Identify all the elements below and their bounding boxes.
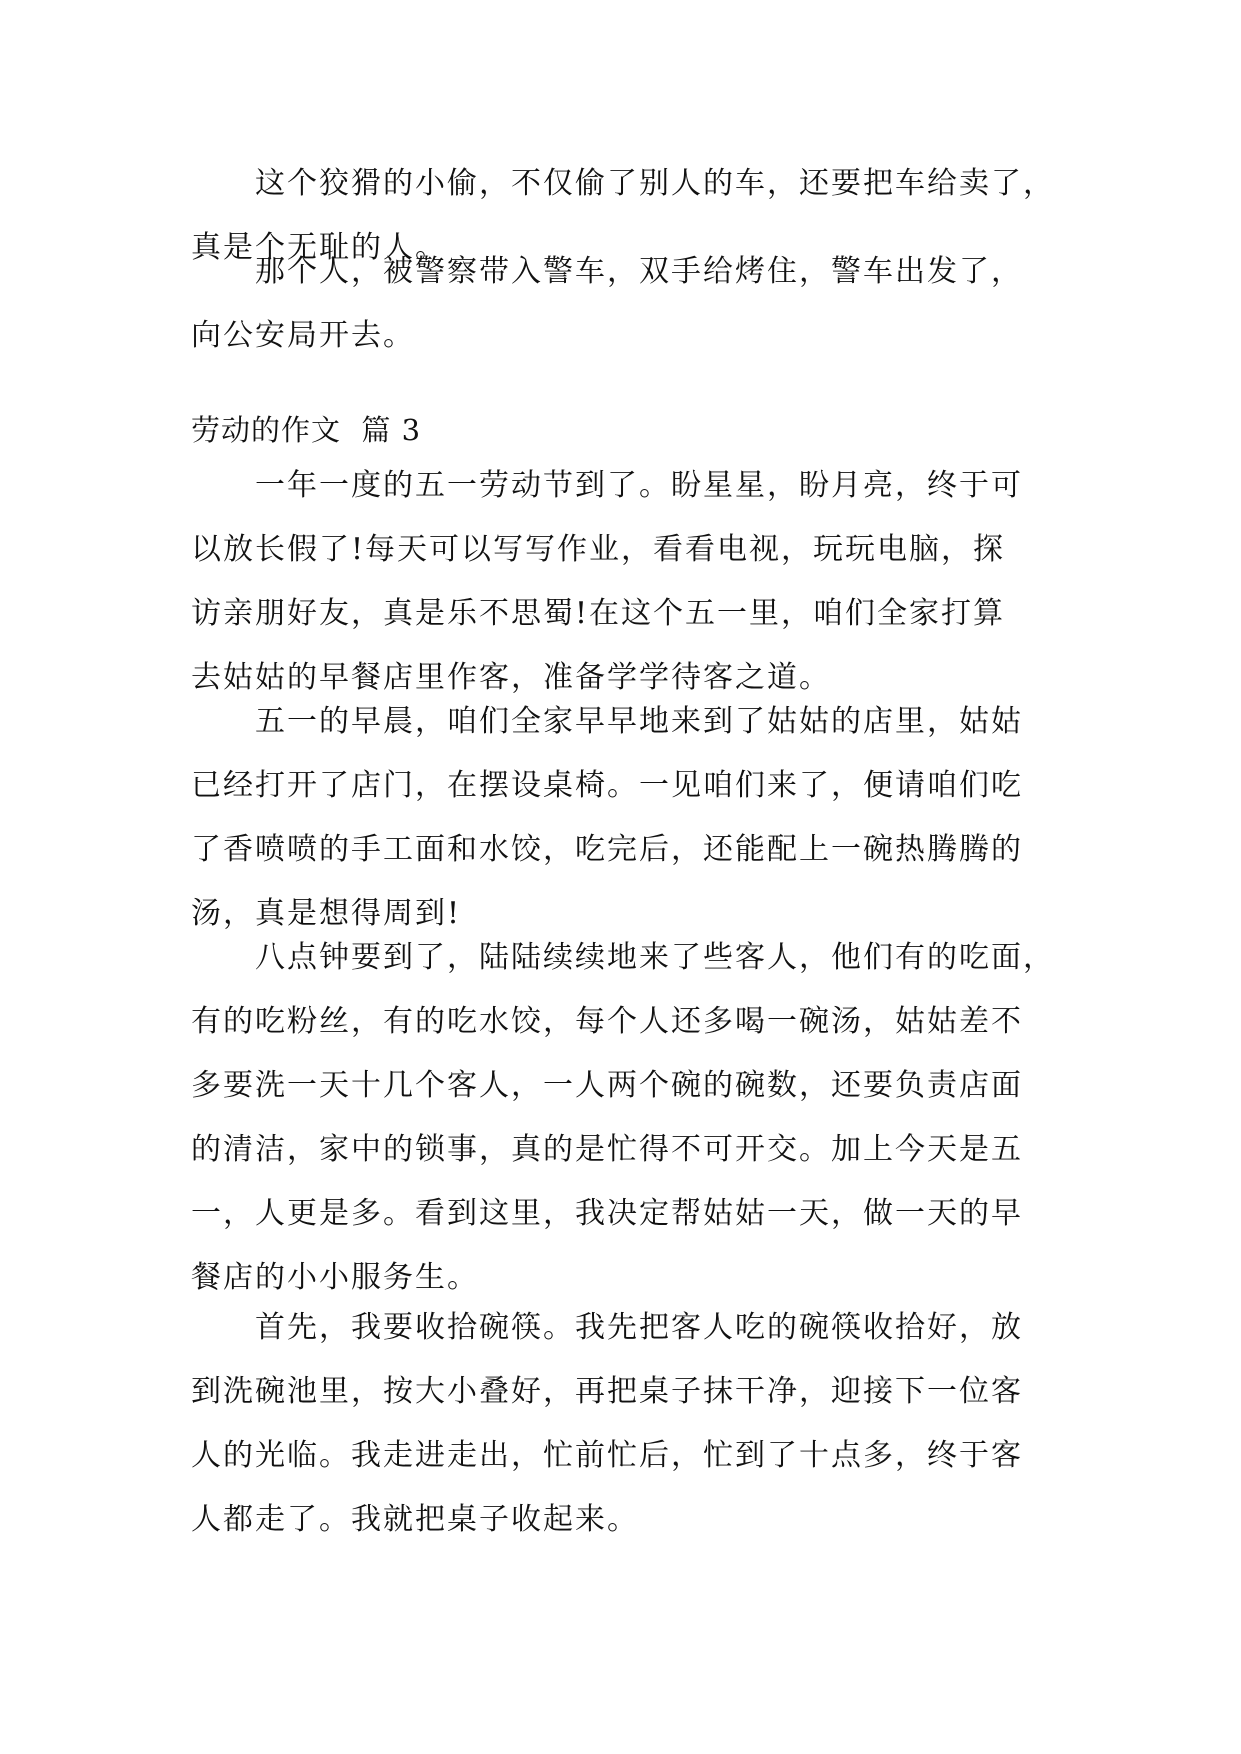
paragraph-line: 一，人更是多。看到这里，我决定帮姑姑一天，做一天的早 (191, 1196, 1023, 1231)
paragraph-line: 八点钟要到了，陆陆续续地来了些客人，他们有的吃面， (255, 940, 1055, 975)
paragraph (191, 1296, 1051, 1552)
paragraph-line: 的清洁，家中的锁事，真的是忙得不可开交。加上今天是五 (191, 1132, 1023, 1167)
paragraph-line: 那个人，被警察带入警车，双手给烤住，警车出发了， (255, 254, 1023, 289)
paragraph (191, 690, 1051, 946)
paragraph-line: 人都走了。我就把桌子收起来。 (191, 1502, 639, 1537)
section-heading: 劳动的作文 篇 3 (191, 413, 422, 447)
paragraph-line: 已经打开了店门，在摆设桌椅。一见咱们来了，便请咱们吃 (191, 768, 1023, 803)
paragraph-line: 去姑姑的早餐店里作客，准备学学待客之道。 (191, 660, 831, 695)
paragraph-line: 一年一度的五一劳动节到了。盼星星，盼月亮，终于可 (255, 468, 1023, 503)
paragraph-line: 这个狡猾的小偷，不仅偷了别人的车，还要把车给卖了， (255, 166, 1055, 201)
paragraph-line: 到洗碗池里，按大小叠好，再把桌子抹干净，迎接下一位客 (191, 1374, 1023, 1409)
paragraph-line: 真是个无耻的人。 (191, 230, 447, 265)
paragraph-line: 多要洗一天十几个客人，一人两个碗的碗数，还要负责店面 (191, 1068, 1023, 1103)
paragraph-line: 餐店的小小服务生。 (191, 1260, 479, 1295)
paragraph (191, 454, 1051, 710)
paragraph (191, 240, 1051, 368)
paragraph (191, 926, 1055, 1310)
paragraph-line: 首先，我要收拾碗筷。我先把客人吃的碗筷收拾好，放 (255, 1310, 1023, 1345)
paragraph-line: 了香喷喷的手工面和水饺，吃完后，还能配上一碗热腾腾的 (191, 832, 1023, 867)
paragraph-line: 五一的早晨，咱们全家早早地来到了姑姑的店里，姑姑 (255, 704, 1023, 739)
paragraph-line: 人的光临。我走进走出，忙前忙后，忙到了十点多，终于客 (191, 1438, 1023, 1473)
paragraph-line: 向公安局开去。 (191, 318, 415, 353)
paragraph-line: 有的吃粉丝，有的吃水饺，每个人还多喝一碗汤，姑姑差不 (191, 1004, 1023, 1039)
section-heading-block (191, 398, 1051, 462)
paragraph-line: 汤，真是想得周到! (191, 896, 462, 931)
paragraph-line: 访亲朋好友，真是乐不思蜀!在这个五一里，咱们全家打算 (191, 596, 1006, 631)
paragraph-line: 以放长假了!每天可以写写作业，看看电视，玩玩电脑，探 (191, 532, 1006, 567)
